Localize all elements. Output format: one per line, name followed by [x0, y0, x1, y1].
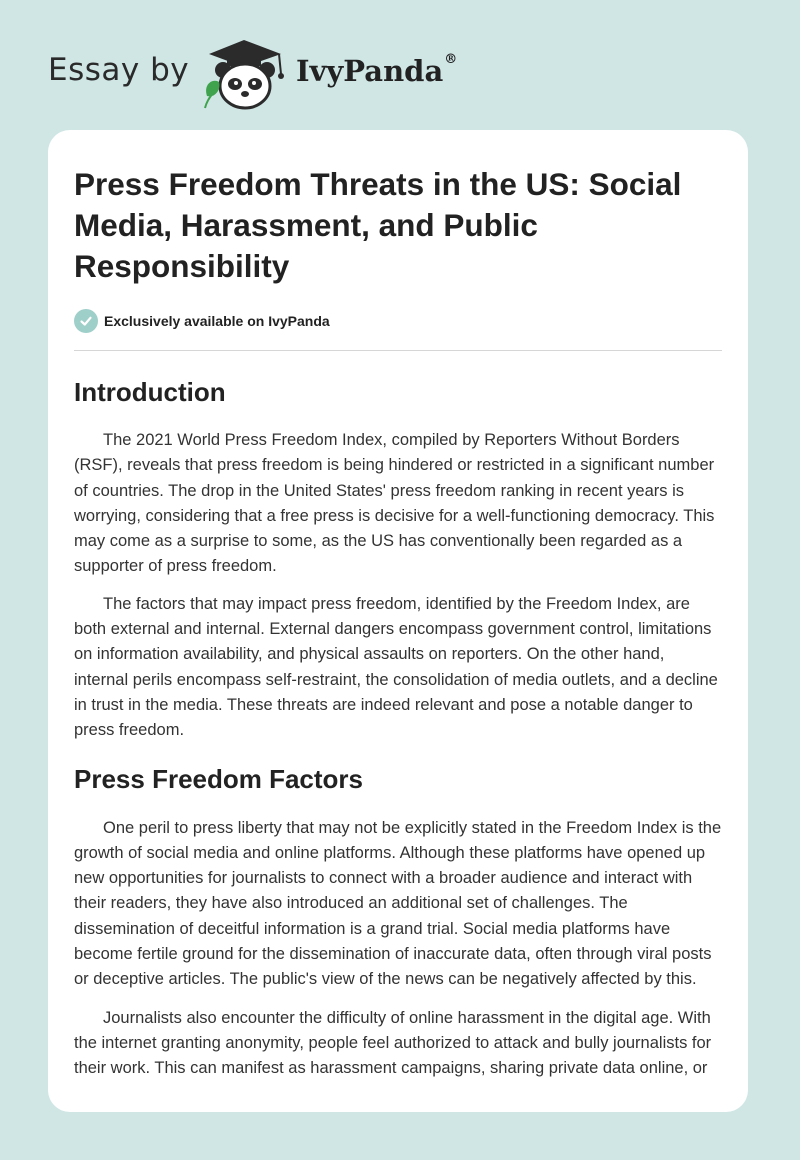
availability-badge	[74, 309, 722, 333]
brand-prefix: Essay by	[48, 52, 190, 88]
brand-header	[48, 30, 568, 112]
section-heading-press-freedom-factors: Press Freedom Factors	[74, 763, 364, 794]
badge-label: Exclusively available on IvyPanda	[104, 313, 330, 329]
paragraph: The 2021 World Press Freedom Index, compiled by Reporters Without Borders (RSF), reveals that press freedom is being hindered or restricted in a significant number of countries. The drop in the United States' press freedom ranking in recent years is worrying, considering that a free press is decisive for a well-functioning democracy. This may come as a surprise to some, as the US has conventionally been regarded as a supporter of press freedom.	[74, 431, 715, 576]
section-heading-introduction: Introduction	[74, 377, 226, 407]
paragraph: Journalists also encounter the difficulty of online harassment in the digital age. With the internet granting anonymity, people feel authorized to attack and bully journalists for their work. This can manifest as harassment campaigns, sharing private data online, or	[74, 1008, 712, 1078]
page-title: Press Freedom Threats in the US: Social Media, Harassment, and Public Responsibility	[74, 166, 682, 284]
essay-card	[48, 130, 748, 1112]
paragraph: The factors that may impact press freedom, identified by the Freedom Index, are both external and internal. External dangers encompass government control, limitations on information availability, and physical assaults on reporters. On the other hand, internal perils encompass self-restraint, the consolidation of media outlets, and a decline in trust in the media. These threats are indeed relevant and pose a notable danger to press freedom.	[74, 594, 718, 740]
check-circle-icon	[74, 309, 98, 333]
panda-graduate-logo-icon	[201, 34, 287, 112]
paragraph: One peril to press liberty that may not be explicitly stated in the Freedom Index is the growth of social media and online platforms. Although these platforms have opened up new opportunities for journalists to connect with a broader audience and interact with their readers, they have also introduced an additional set of challenges. The dissemination of deceitful information is a grand trial. Social media platforms have become fertile ground for the dissemination of inaccurate data, often through viral posts or deceptive articles. The public's view of the news can be negatively affected by this.	[74, 818, 722, 989]
brand-name: IvyPanda®	[296, 52, 458, 88]
title-divider	[74, 350, 722, 351]
